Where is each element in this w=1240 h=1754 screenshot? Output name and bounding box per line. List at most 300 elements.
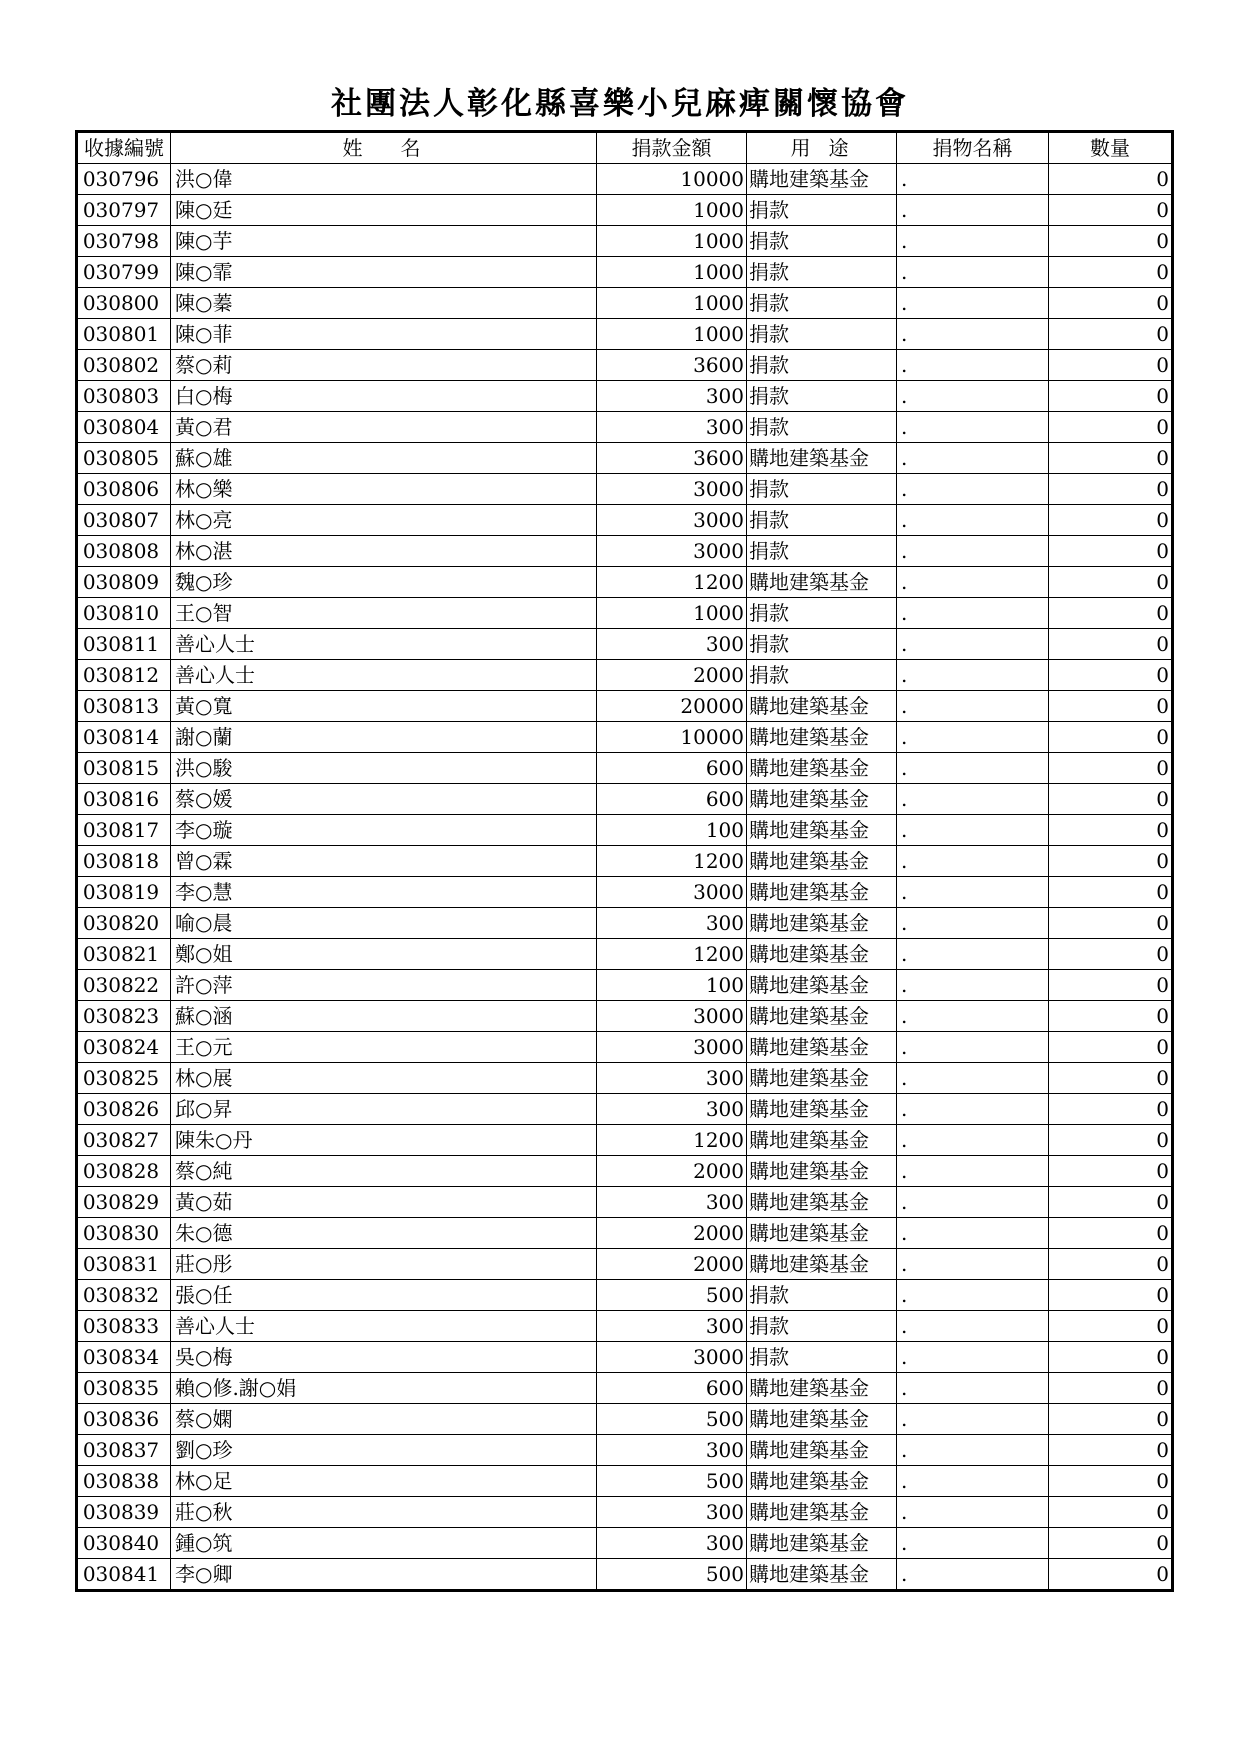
use-cell: 購地建築基金 [747,1435,897,1466]
item-name-cell: . [897,257,1049,288]
receipt-number-cell: 030806 [77,474,171,505]
donor-name-cell: 洪○偉 [171,164,597,195]
receipt-number-cell: 030800 [77,288,171,319]
receipt-number-cell: 030828 [77,1156,171,1187]
table-row [77,1373,1173,1404]
receipt-number-cell: 030801 [77,319,171,350]
item-name-cell: . [897,164,1049,195]
use-cell: 捐款 [747,412,897,443]
amount-cell: 1000 [597,319,747,350]
use-cell: 捐款 [747,505,897,536]
use-cell: 購地建築基金 [747,877,897,908]
donor-name-cell: 白○梅 [171,381,597,412]
use-cell: 購地建築基金 [747,1559,897,1591]
use-cell: 購地建築基金 [747,1187,897,1218]
donor-name-cell: 李○慧 [171,877,597,908]
amount-cell: 3600 [597,350,747,381]
quantity-cell: 0 [1049,1156,1173,1187]
item-name-cell: . [897,1559,1049,1591]
table-row [77,784,1173,815]
table-row [77,970,1173,1001]
use-cell: 購地建築基金 [747,970,897,1001]
item-name-cell: . [897,1404,1049,1435]
donor-name-cell: 朱○德 [171,1218,597,1249]
quantity-cell: 0 [1049,1280,1173,1311]
amount-cell: 500 [597,1404,747,1435]
use-cell: 購地建築基金 [747,1001,897,1032]
use-cell: 捐款 [747,1280,897,1311]
receipt-number-cell: 030833 [77,1311,171,1342]
item-name-cell: . [897,350,1049,381]
donor-name-cell: 張○任 [171,1280,597,1311]
donor-name-cell: 陳○芋 [171,226,597,257]
amount-cell: 1000 [597,257,747,288]
item-name-cell: . [897,1001,1049,1032]
quantity-cell: 0 [1049,319,1173,350]
item-name-cell: . [897,288,1049,319]
amount-cell: 1200 [597,939,747,970]
receipt-number-cell: 030813 [77,691,171,722]
donor-name-cell: 邱○昇 [171,1094,597,1125]
item-name-cell: . [897,722,1049,753]
donor-name-cell: 王○智 [171,598,597,629]
use-cell: 捐款 [747,629,897,660]
receipt-number-cell: 030832 [77,1280,171,1311]
quantity-cell: 0 [1049,505,1173,536]
table-row [77,1311,1173,1342]
item-name-cell: . [897,381,1049,412]
receipt-number-cell: 030803 [77,381,171,412]
use-cell: 購地建築基金 [747,567,897,598]
use-cell: 購地建築基金 [747,784,897,815]
donor-name-cell: 林○展 [171,1063,597,1094]
item-name-cell: . [897,1311,1049,1342]
use-cell: 購地建築基金 [747,164,897,195]
donor-name-cell: 陳朱○丹 [171,1125,597,1156]
quantity-cell: 0 [1049,567,1173,598]
item-name-cell: . [897,1156,1049,1187]
donor-name-cell: 劉○珍 [171,1435,597,1466]
table-header-row [77,132,1173,164]
table-row [77,288,1173,319]
item-name-cell: . [897,846,1049,877]
amount-cell: 1000 [597,288,747,319]
table-row [77,1063,1173,1094]
amount-cell: 100 [597,970,747,1001]
amount-cell: 1000 [597,226,747,257]
receipt-number-cell: 030841 [77,1559,171,1591]
table-body [77,164,1173,1591]
table-row [77,939,1173,970]
receipt-number-cell: 030820 [77,908,171,939]
item-name-cell: . [897,908,1049,939]
receipt-number-cell: 030834 [77,1342,171,1373]
use-cell: 購地建築基金 [747,753,897,784]
donor-name-cell: 洪○駿 [171,753,597,784]
quantity-cell: 0 [1049,1528,1173,1559]
donor-name-cell: 善心人士 [171,1311,597,1342]
receipt-number-cell: 030829 [77,1187,171,1218]
receipt-number-cell: 030802 [77,350,171,381]
quantity-cell: 0 [1049,691,1173,722]
table-row [77,815,1173,846]
donor-name-cell: 蘇○雄 [171,443,597,474]
receipt-number-cell: 030818 [77,846,171,877]
item-name-cell: . [897,1280,1049,1311]
receipt-number-cell: 030835 [77,1373,171,1404]
amount-cell: 300 [597,381,747,412]
table-row [77,226,1173,257]
use-cell: 捐款 [747,319,897,350]
quantity-cell: 0 [1049,1373,1173,1404]
use-cell: 購地建築基金 [747,691,897,722]
receipt-number-cell: 030838 [77,1466,171,1497]
table-row [77,319,1173,350]
donor-name-cell: 陳○霏 [171,257,597,288]
use-cell: 捐款 [747,381,897,412]
receipt-number-cell: 030814 [77,722,171,753]
quantity-cell: 0 [1049,1466,1173,1497]
quantity-cell: 0 [1049,598,1173,629]
amount-cell: 500 [597,1559,747,1591]
table-row [77,505,1173,536]
amount-cell: 1200 [597,846,747,877]
table-row [77,1249,1173,1280]
receipt-number-cell: 030804 [77,412,171,443]
amount-cell: 2000 [597,1156,747,1187]
amount-cell: 300 [597,1311,747,1342]
quantity-cell: 0 [1049,474,1173,505]
use-cell: 捐款 [747,350,897,381]
item-name-cell: . [897,1497,1049,1528]
use-cell: 購地建築基金 [747,1528,897,1559]
donor-name-cell: 李○璇 [171,815,597,846]
item-name-cell: . [897,319,1049,350]
donor-name-cell: 林○湛 [171,536,597,567]
donor-name-cell: 吳○梅 [171,1342,597,1373]
table-row [77,1559,1173,1591]
receipt-number-cell: 030819 [77,877,171,908]
amount-cell: 3600 [597,443,747,474]
quantity-cell: 0 [1049,443,1173,474]
amount-cell: 2000 [597,1218,747,1249]
use-cell: 捐款 [747,226,897,257]
table-row [77,443,1173,474]
donor-name-cell: 莊○秋 [171,1497,597,1528]
use-cell: 捐款 [747,598,897,629]
use-cell: 捐款 [747,660,897,691]
amount-cell: 3000 [597,505,747,536]
item-name-cell: . [897,1342,1049,1373]
item-name-cell: . [897,1218,1049,1249]
use-cell: 捐款 [747,474,897,505]
donor-name-cell: 林○足 [171,1466,597,1497]
donor-name-cell: 陳○蓁 [171,288,597,319]
quantity-cell: 0 [1049,1497,1173,1528]
use-cell: 購地建築基金 [747,1218,897,1249]
use-cell: 捐款 [747,288,897,319]
quantity-cell: 0 [1049,1187,1173,1218]
amount-cell: 500 [597,1280,747,1311]
item-name-cell: . [897,412,1049,443]
quantity-cell: 0 [1049,660,1173,691]
table-row [77,1342,1173,1373]
amount-cell: 300 [597,1187,747,1218]
donor-name-cell: 林○樂 [171,474,597,505]
quantity-cell: 0 [1049,164,1173,195]
table-row [77,1156,1173,1187]
donor-name-cell: 賴○修.謝○娟 [171,1373,597,1404]
use-cell: 捐款 [747,1342,897,1373]
receipt-number-cell: 030796 [77,164,171,195]
receipt-number-cell: 030810 [77,598,171,629]
amount-cell: 300 [597,1497,747,1528]
table-row [77,629,1173,660]
use-cell: 購地建築基金 [747,1032,897,1063]
quantity-cell: 0 [1049,350,1173,381]
quantity-cell: 0 [1049,1249,1173,1280]
table-row [77,1094,1173,1125]
receipt-number-cell: 030816 [77,784,171,815]
donor-name-cell: 善心人士 [171,660,597,691]
header-receipt-number: 收據編號 [77,132,171,164]
item-name-cell: . [897,970,1049,1001]
donor-name-cell: 鍾○筑 [171,1528,597,1559]
table-row [77,164,1173,195]
table-row [77,1280,1173,1311]
amount-cell: 1000 [597,195,747,226]
receipt-number-cell: 030798 [77,226,171,257]
item-name-cell: . [897,567,1049,598]
donor-name-cell: 蔡○嫻 [171,1404,597,1435]
table-row [77,660,1173,691]
receipt-number-cell: 030812 [77,660,171,691]
amount-cell: 300 [597,1435,747,1466]
use-cell: 捐款 [747,536,897,567]
item-name-cell: . [897,1032,1049,1063]
use-cell: 購地建築基金 [747,939,897,970]
amount-cell: 2000 [597,660,747,691]
item-name-cell: . [897,1373,1049,1404]
amount-cell: 3000 [597,1001,747,1032]
use-cell: 購地建築基金 [747,1063,897,1094]
donor-name-cell: 許○萍 [171,970,597,1001]
item-name-cell: . [897,1187,1049,1218]
item-name-cell: . [897,815,1049,846]
quantity-cell: 0 [1049,536,1173,567]
item-name-cell: . [897,691,1049,722]
table-row [77,1032,1173,1063]
use-cell: 購地建築基金 [747,722,897,753]
quantity-cell: 0 [1049,970,1173,1001]
quantity-cell: 0 [1049,412,1173,443]
table-row [77,474,1173,505]
quantity-cell: 0 [1049,226,1173,257]
table-row [77,1528,1173,1559]
amount-cell: 600 [597,784,747,815]
donor-name-cell: 蘇○涵 [171,1001,597,1032]
donor-name-cell: 李○卿 [171,1559,597,1591]
use-cell: 購地建築基金 [747,1249,897,1280]
quantity-cell: 0 [1049,1001,1173,1032]
receipt-number-cell: 030797 [77,195,171,226]
use-cell: 購地建築基金 [747,846,897,877]
receipt-number-cell: 030836 [77,1404,171,1435]
table-row [77,722,1173,753]
item-name-cell: . [897,505,1049,536]
item-name-cell: . [897,598,1049,629]
quantity-cell: 0 [1049,1404,1173,1435]
table-row [77,1218,1173,1249]
item-name-cell: . [897,784,1049,815]
quantity-cell: 0 [1049,784,1173,815]
quantity-cell: 0 [1049,288,1173,319]
item-name-cell: . [897,1466,1049,1497]
table-row [77,412,1173,443]
amount-cell: 10000 [597,722,747,753]
receipt-number-cell: 030809 [77,567,171,598]
donor-name-cell: 魏○珍 [171,567,597,598]
quantity-cell: 0 [1049,1125,1173,1156]
donor-name-cell: 曾○霖 [171,846,597,877]
receipt-number-cell: 030807 [77,505,171,536]
receipt-number-cell: 030840 [77,1528,171,1559]
amount-cell: 10000 [597,164,747,195]
table-row [77,846,1173,877]
amount-cell: 3000 [597,536,747,567]
amount-cell: 3000 [597,1342,747,1373]
amount-cell: 300 [597,1094,747,1125]
item-name-cell: . [897,660,1049,691]
amount-cell: 300 [597,1063,747,1094]
quantity-cell: 0 [1049,753,1173,784]
receipt-number-cell: 030824 [77,1032,171,1063]
table-row [77,753,1173,784]
use-cell: 購地建築基金 [747,1404,897,1435]
table-row [77,1466,1173,1497]
item-name-cell: . [897,474,1049,505]
table-row [77,567,1173,598]
use-cell: 捐款 [747,195,897,226]
header-quantity: 數量 [1049,132,1173,164]
item-name-cell: . [897,443,1049,474]
header-name: 姓名 [171,132,597,164]
receipt-number-cell: 030822 [77,970,171,1001]
receipt-number-cell: 030821 [77,939,171,970]
use-cell: 購地建築基金 [747,1466,897,1497]
table-row [77,1187,1173,1218]
quantity-cell: 0 [1049,908,1173,939]
table-row [77,1497,1173,1528]
donor-name-cell: 蔡○純 [171,1156,597,1187]
receipt-number-cell: 030826 [77,1094,171,1125]
quantity-cell: 0 [1049,877,1173,908]
amount-cell: 3000 [597,1032,747,1063]
donor-name-cell: 王○元 [171,1032,597,1063]
use-cell: 購地建築基金 [747,1497,897,1528]
donor-name-cell: 鄭○姐 [171,939,597,970]
receipt-number-cell: 030815 [77,753,171,784]
use-cell: 購地建築基金 [747,443,897,474]
amount-cell: 100 [597,815,747,846]
quantity-cell: 0 [1049,381,1173,412]
table-row [77,877,1173,908]
amount-cell: 300 [597,412,747,443]
header-amount: 捐款金額 [597,132,747,164]
table-row [77,257,1173,288]
receipt-number-cell: 030830 [77,1218,171,1249]
donor-name-cell: 林○亮 [171,505,597,536]
amount-cell: 2000 [597,1249,747,1280]
item-name-cell: . [897,195,1049,226]
table-row [77,1435,1173,1466]
amount-cell: 300 [597,908,747,939]
amount-cell: 300 [597,1528,747,1559]
quantity-cell: 0 [1049,1063,1173,1094]
use-cell: 購地建築基金 [747,1094,897,1125]
receipt-number-cell: 030831 [77,1249,171,1280]
receipt-number-cell: 030811 [77,629,171,660]
item-name-cell: . [897,226,1049,257]
table-row [77,536,1173,567]
table-row [77,1125,1173,1156]
quantity-cell: 0 [1049,1311,1173,1342]
item-name-cell: . [897,877,1049,908]
table-row [77,691,1173,722]
item-name-cell: . [897,1249,1049,1280]
quantity-cell: 0 [1049,1032,1173,1063]
table-row [77,598,1173,629]
donor-name-cell: 陳○廷 [171,195,597,226]
donor-name-cell: 黃○寬 [171,691,597,722]
use-cell: 捐款 [747,257,897,288]
page-title: 社團法人彰化縣喜樂小兒麻痺關懷協會 [331,86,909,122]
quantity-cell: 0 [1049,1559,1173,1591]
item-name-cell: . [897,1528,1049,1559]
amount-cell: 300 [597,629,747,660]
receipt-number-cell: 030817 [77,815,171,846]
receipt-number-cell: 030808 [77,536,171,567]
item-name-cell: . [897,939,1049,970]
amount-cell: 1200 [597,1125,747,1156]
receipt-number-cell: 030825 [77,1063,171,1094]
quantity-cell: 0 [1049,1342,1173,1373]
donor-name-cell: 陳○菲 [171,319,597,350]
receipt-number-cell: 030805 [77,443,171,474]
quantity-cell: 0 [1049,1094,1173,1125]
use-cell: 捐款 [747,1311,897,1342]
receipt-number-cell: 030839 [77,1497,171,1528]
amount-cell: 1200 [597,567,747,598]
item-name-cell: . [897,536,1049,567]
use-cell: 購地建築基金 [747,1373,897,1404]
receipt-number-cell: 030837 [77,1435,171,1466]
item-name-cell: . [897,1125,1049,1156]
quantity-cell: 0 [1049,846,1173,877]
donation-table [75,130,1174,1592]
header-use: 用途 [747,132,897,164]
item-name-cell: . [897,629,1049,660]
receipt-number-cell: 030827 [77,1125,171,1156]
table-row [77,195,1173,226]
table-row [77,381,1173,412]
donor-name-cell: 善心人士 [171,629,597,660]
item-name-cell: . [897,1063,1049,1094]
quantity-cell: 0 [1049,257,1173,288]
item-name-cell: . [897,753,1049,784]
quantity-cell: 0 [1049,629,1173,660]
quantity-cell: 0 [1049,195,1173,226]
